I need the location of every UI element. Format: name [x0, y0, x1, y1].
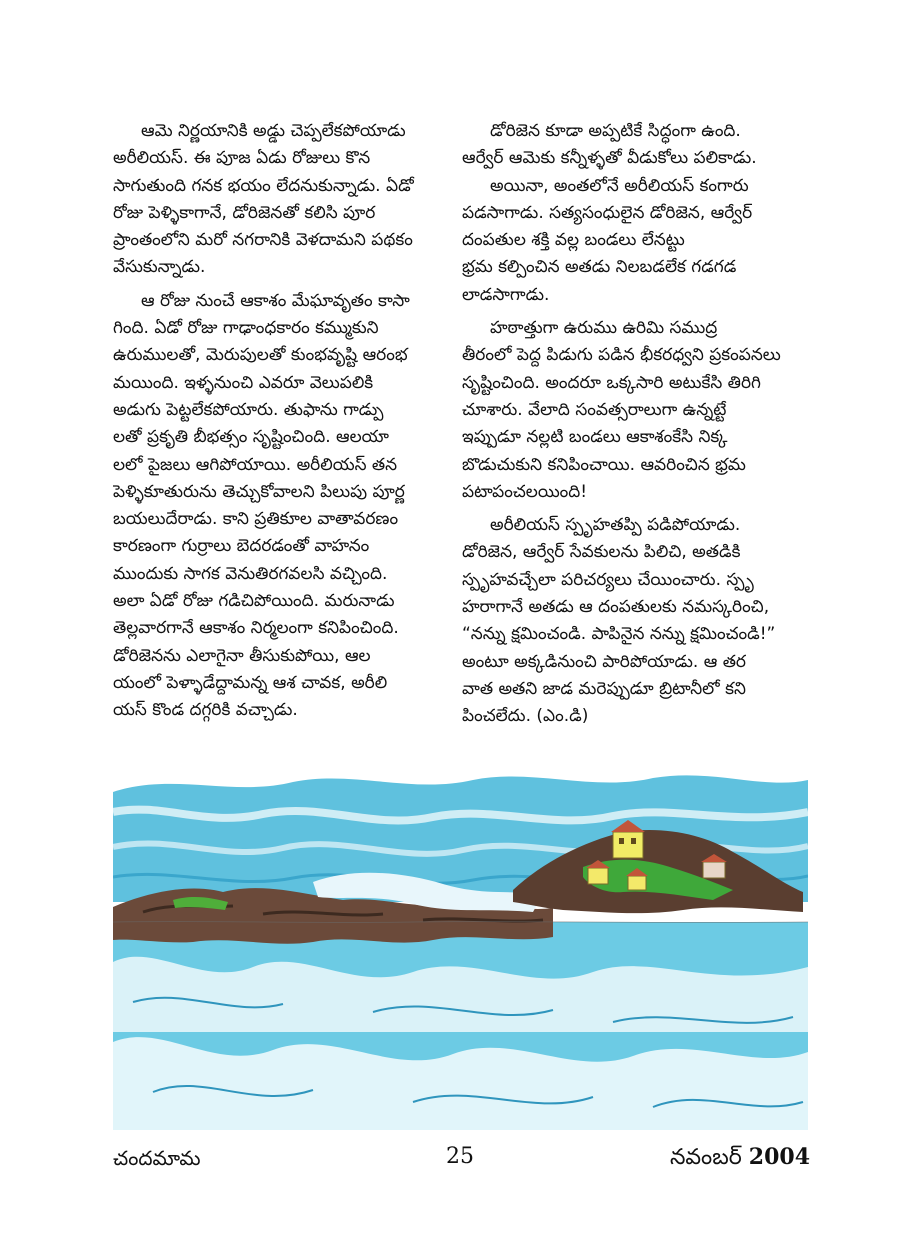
- issue-year: 2004: [748, 1144, 810, 1170]
- text-line: చూశారు. వేలాది సంవత్సరాలుగా ఉన్నట్టే: [462, 399, 727, 420]
- illustration-art: [113, 772, 808, 1130]
- text-line: లలో పైజలు ఆగిపోయాయి. అరీలియస్ తన: [113, 454, 398, 475]
- text-line: పెళ్ళికూతురును తెచ్చుకోవాలని పిలుపు పూర్ణ: [113, 481, 405, 502]
- text-line: వేసుకున్నాడు.: [113, 257, 206, 278]
- text-line: ఆర్వేర్ ఆమెకు కన్నీళ్ళతో వీడుకోలు పలికాడు.: [462, 148, 757, 169]
- text-line: యంలో పెళ్ళాడేద్దామన్న ఆశ చావక, అరీలి: [113, 672, 388, 693]
- left-paragraph-2: [113, 288, 453, 725]
- page-footer: [113, 1140, 810, 1180]
- issue-date: [670, 1144, 810, 1175]
- magazine-name: చందమామ: [113, 1146, 201, 1170]
- text-line: కారణంగా గుర్రాలు బెదరడంతో వాహనం: [113, 536, 370, 557]
- text-line: అలా ఏడో రోజు గడిచిపోయింది. మరునాడు: [113, 591, 395, 612]
- text-line: ఇప్పుడూ నల్లటి బండలు ఆకాశంకేసి నిక్క: [462, 427, 728, 448]
- text-line: ఆ రోజు నుంచే ఆకాశం మేఘావృతం కాసా: [141, 290, 410, 311]
- text-line: బయలుదేరాడు. కాని ప్రతికూల వాతావరణం: [113, 509, 399, 530]
- building-window: [631, 838, 636, 844]
- text-line: అరీలియస్ స్పృహతప్పి పడిపోయాడు.: [490, 515, 741, 536]
- island-building: [588, 868, 608, 884]
- text-line: వాత అతని జాడ మరెప్పుడూ బ్రిటానీలో కని: [462, 678, 746, 699]
- closing-line: [462, 703, 810, 730]
- island-building: [613, 832, 643, 858]
- text-line: దంపతుల శక్తి వల్ల బండలు లేనట్టు: [462, 230, 685, 251]
- text-line: సాగుతుంది గనక భయం లేదనుకున్నాడు. ఏడో: [113, 175, 414, 196]
- text-line: పడసాగాడు. సత్యసంధులైన డోరిజెన, ఆర్వేర్: [462, 202, 753, 223]
- text-line: గింది. ఏడో రోజు గాఢాంధకారం కమ్ముకుని: [113, 318, 379, 339]
- right-paragraph-4: [462, 512, 810, 730]
- page-number: 25: [446, 1144, 474, 1169]
- text-line: డోరిజెన కూడా అప్పటికే సిద్ధంగా ఉంది.: [490, 121, 741, 141]
- text-line: యస్ కొండ దగ్గరికి వచ్చాడు.: [113, 700, 298, 721]
- text-line: రోజు పెళ్ళికాగానే, డోరిజెనతో కలిసి పూర: [113, 202, 376, 223]
- island-building: [703, 862, 725, 878]
- right-paragraph-1: [462, 118, 810, 173]
- text-line: స్పృహవచ్చేలా పరిచర్యలు చేయించారు. స్పృ: [462, 569, 754, 590]
- text-line: తీరంలో పెద్ద పిడుగు పడిన భీకరధ్వని ప్రకంపనలు: [462, 345, 781, 366]
- text-line: అయినా, అంతలోనే అరీలియస్ కంగారు: [490, 175, 749, 196]
- text-line: ఉరుములతో, మెరుపులతో కుంభవృష్టి ఆరంభ: [113, 345, 408, 366]
- text-line: అడుగు పెట్టలేకపోయారు. తుఫాను గాడ్పు: [113, 399, 384, 420]
- building-window: [619, 838, 624, 844]
- text-line: లతో ప్రకృతి బీభత్సం సృష్టించింది. ఆలయా: [113, 427, 389, 448]
- text-line: పించలేదు.: [462, 706, 531, 727]
- right-column: [462, 118, 810, 731]
- text-line: పటాపంచలయింది!: [462, 481, 588, 502]
- text-line: “నన్ను క్షమించండి. పాపినైన నన్ను క్షమించండి!”: [462, 624, 776, 645]
- text-line: డోరిజెన, ఆర్వేర్ సేవకులను పిలిచి, అతడికి: [462, 542, 741, 563]
- text-line: తెల్లవారగానే ఆకాశం నిర్మలంగా కనిపించింది.: [113, 618, 399, 639]
- text-line: అరీలియస్. ఈ పూజ ఏడు రోజులు కొన: [113, 148, 371, 169]
- island-building: [628, 876, 646, 890]
- text-line: భ్రమ కల్పించిన అతడు నిలబడలేక గడగడ: [462, 257, 737, 278]
- left-paragraph-1: [113, 118, 453, 282]
- text-line: హరాగానే అతడు ఆ దంపతులకు నమస్కరించి,: [462, 597, 770, 618]
- text-line: డోరిజెనను ఎలాగైనా తీసుకుపోయి, ఆల: [113, 645, 371, 666]
- text-line: అంటూ అక్కడినుంచి పారిపోయాడు. ఆ తర: [462, 651, 747, 672]
- author-credit: (ఎం.డి): [536, 706, 589, 727]
- text-line: బొడుచుకుని కనిపించాయి. ఆవరించిన భ్రమ: [462, 454, 746, 475]
- text-line: మయింది. ఇళ్ళనుంచి ఎవరూ వెలుపలికి: [113, 372, 374, 393]
- issue-month: నవంబర్: [669, 1145, 742, 1170]
- text-line: లాడసాగాడు.: [462, 284, 550, 305]
- text-line: ఆమె నిర్ణయానికి అడ్డు చెప్పలేకపోయాడు: [141, 121, 406, 141]
- right-paragraph-2: [462, 173, 810, 309]
- text-line: హఠాత్తుగా ఉరుము ఉరిమి సముద్ర: [490, 318, 718, 339]
- text-line: ప్రాంతంలోని మరో నగరానికి వెళదామని పథకం: [113, 230, 413, 251]
- text-line: ముందుకు సాగక వెనుతిరగవలసి వచ్చింది.: [113, 563, 388, 584]
- right-paragraph-3: [462, 315, 810, 506]
- text-line: సృష్టించింది. అందరూ ఒక్కసారి అటుకేసి తిరిగి: [462, 372, 761, 393]
- left-column: [113, 118, 453, 725]
- storm-sea-illustration: [113, 772, 808, 1130]
